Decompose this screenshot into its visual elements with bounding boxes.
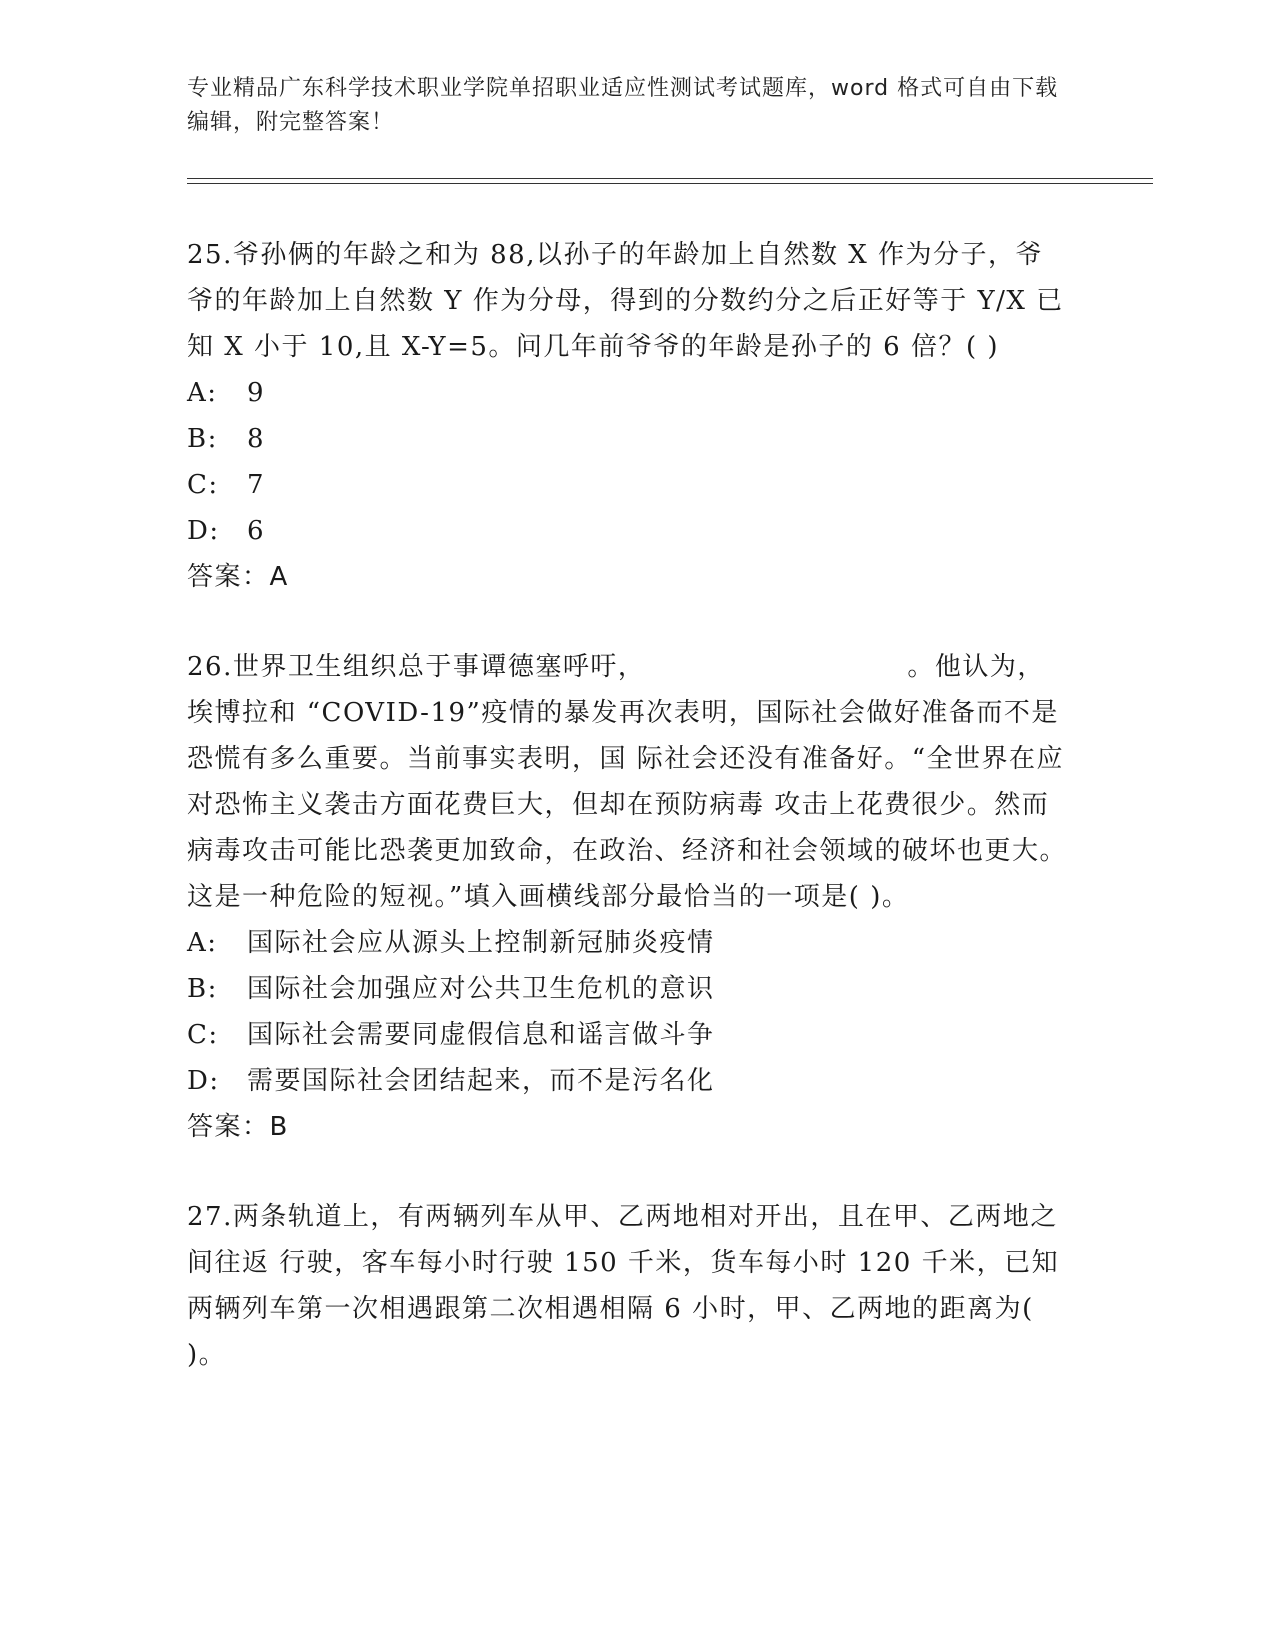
question-stem: 25.爷孙俩的年龄之和为 88,以孙子的年龄加上自然数 X 作为分子，爷爷的年龄加上自然数 Y 作为分母，得到的分数约分之后正好等于 Y/X 已 知 X 小于 10,且 X-Y=5。问几年前爷爷的年龄是孙子的 6 倍？( ) (187, 240, 1064, 362)
question-27 (187, 1194, 1089, 1378)
option-text: 7 (247, 470, 266, 500)
option-text: 国际社会加强应对公共卫生危机的意识 (247, 974, 715, 1004)
option-key: C: (187, 1020, 219, 1050)
header-text: 专业精品广东科学技术职业学院单招职业适应性测试考试题库，word 格式可自由下载编辑，附完整答案！ (187, 76, 1059, 135)
option-a (187, 370, 1067, 416)
option-key: D: (187, 1066, 220, 1096)
header-divider-bottom (187, 183, 1153, 184)
question-stem: 26.世界卫生组织总于事谭德塞呼吁， 。他认为，埃博拉和 “COVID-19”疫情的暴发再次表明，国际社会做好准备而不是恐慌有多么重要。当前事实表明，国 际社会还没有准备好。“全世界在应对恐怖主义袭击方面花费巨大，但却在预防病毒 攻击上花费很少。然而病毒攻击可能比恐袭更加致命，在政治、经济和社会领域的破坏也更大。这是一种危险的短视。”填入画横线部分最恰当的一项是( )。 (187, 652, 1068, 912)
answer-line: 答案：A (187, 562, 289, 592)
option-a (187, 920, 1067, 966)
option-b (187, 416, 1067, 462)
answer-line: 答案：B (187, 1112, 289, 1142)
option-c (187, 1012, 1067, 1058)
option-b (187, 966, 1067, 1012)
option-key: D: (187, 516, 220, 546)
option-key: A: (187, 928, 218, 958)
option-c (187, 462, 1067, 508)
question-list (187, 232, 1089, 1422)
option-key: A: (187, 378, 218, 408)
option-key: B: (187, 424, 218, 454)
option-d (187, 1058, 1067, 1104)
option-text: 9 (247, 378, 266, 408)
option-key: C: (187, 470, 219, 500)
option-text: 国际社会应从源头上控制新冠肺炎疫情 (247, 928, 715, 958)
option-d (187, 508, 1067, 554)
question-25 (187, 232, 1067, 600)
option-text: 8 (247, 424, 266, 454)
option-key: B: (187, 974, 218, 1004)
question-26 (187, 644, 1067, 1150)
question-stem: 27.两条轨道上，有两辆列车从甲、乙两地相对开出，且在甲、乙两地之间往返 行驶，客车每小时行驶 150 千米，货车每小时 120 千米，已知两辆列车第一次相遇跟第二次相遇相隔 6 小时，甲、乙两地的距离为( )。 (187, 1202, 1089, 1370)
option-text: 需要国际社会团结起来，而不是污名化 (247, 1066, 715, 1096)
option-text: 6 (247, 516, 266, 546)
header-divider-top (187, 178, 1153, 179)
document-header (187, 72, 1067, 140)
option-text: 国际社会需要同虚假信息和谣言做斗争 (247, 1020, 715, 1050)
